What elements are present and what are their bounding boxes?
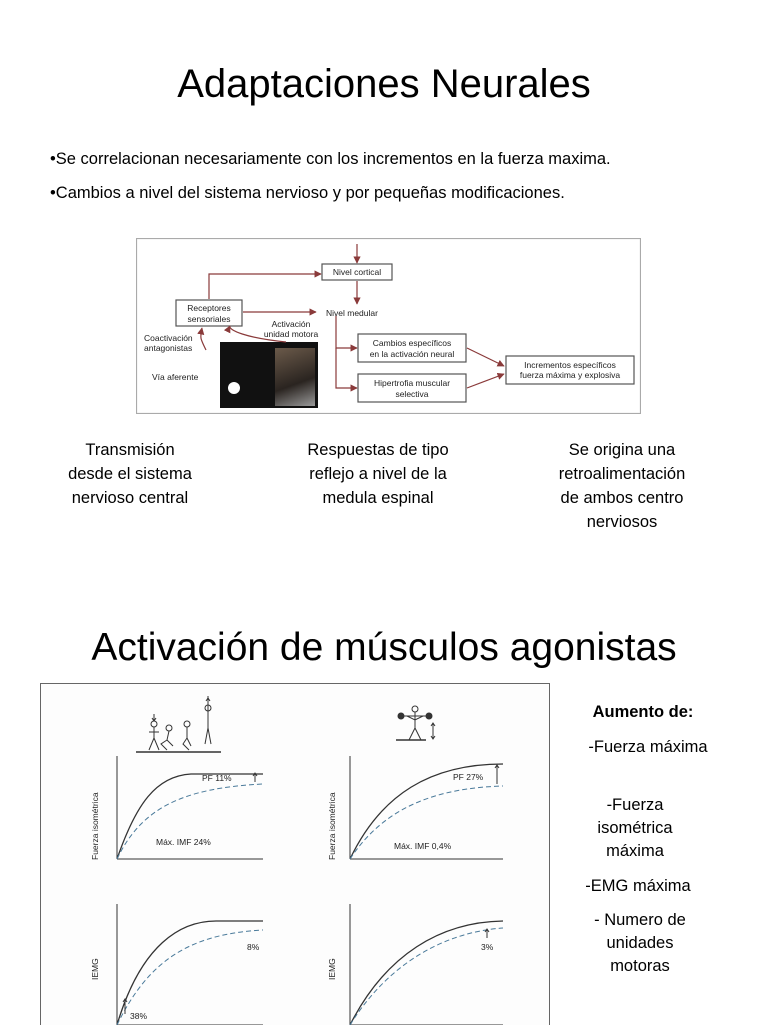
aumento-item-2-line-2: isométrica [597, 819, 673, 837]
aumento-item-2-line-3: máxima [606, 842, 664, 860]
caption-2-line-3: medula espinal [322, 489, 434, 507]
chart-bottom-right [350, 904, 503, 1025]
emg-figure-svg [41, 684, 549, 1025]
slide2-title: Activación de músculos agonistas [91, 626, 677, 669]
aumento-item-4-line-2: unidades [606, 934, 674, 952]
aumento-item-3-line-1: -EMG máxima [585, 877, 691, 895]
ylabel-bottom-right: IEMG [327, 958, 337, 980]
bullet-1: •Se correlacionan necesariamente con los incrementos en la fuerza maxima. [50, 150, 611, 168]
label-imf-right: Máx. IMF 0,4% [394, 841, 452, 851]
label-imf-left: Máx. IMF 24% [156, 837, 211, 847]
caption-2 [278, 438, 478, 510]
ylabel-top-left: Fuerza isométrica [90, 792, 100, 860]
aumento-heading: Aumento de: [592, 703, 694, 721]
label-cambios-1: Cambios específicos [372, 338, 452, 348]
caption-3-line-2: retroalimentación [558, 465, 686, 483]
caption-3-line-4: nerviosos [586, 513, 658, 531]
caption-3 [522, 438, 722, 534]
label-8pct: 8% [247, 942, 260, 952]
label-coactivacion-1: Coactivación [144, 333, 193, 343]
label-incrementos-2: fuerza máxima y explosiva [519, 370, 621, 380]
aumento-item-1-line-1: -Fuerza máxima [588, 738, 708, 756]
jumper-icon [136, 696, 221, 752]
caption-1-line-2: desde el sistema [68, 465, 192, 483]
aumento-item-4-line-3: motoras [610, 957, 670, 975]
caption-2-line-2: reflejo a nivel de la [309, 465, 447, 483]
caption-2-line-1: Respuestas de tipo [307, 441, 449, 459]
weightlifter-icon [396, 706, 435, 740]
bullet-2: •Cambios a nivel del sistema nervioso y por pequeñas modificaciones. [50, 184, 565, 202]
aumento-item-1 [568, 736, 728, 759]
slide1-title: Adaptaciones Neurales [177, 62, 591, 106]
caption-1 [40, 438, 220, 510]
label-cambios-2: en la activación neural [369, 349, 455, 359]
label-3pct: 3% [481, 942, 494, 952]
label-receptores-2: sensoriales [187, 314, 231, 324]
label-via-aferente: Vía aferente [152, 372, 199, 382]
aumento-item-2-line-1: -Fuerza [606, 796, 664, 814]
label-activacion-1: Activación [271, 319, 311, 329]
label-pf-right: PF 27% [453, 772, 484, 782]
label-receptores-1: Receptores [187, 303, 231, 313]
caption-1-line-3: nervioso central [71, 489, 189, 507]
caption-3-line-1: Se origina una [568, 441, 676, 459]
label-pf-left: PF 11% [202, 773, 232, 783]
ylabel-top-right: Fuerza isométrica [327, 792, 337, 860]
aumento-item-4 [580, 909, 700, 978]
label-nivel-cortical: Nivel cortical [332, 267, 382, 277]
label-hipertrofia-2: selectiva [395, 389, 429, 399]
chart-bottom-left [117, 904, 263, 1025]
caption-3-line-3: de ambos centro [560, 489, 684, 507]
label-nivel-medular: Nivel medular [326, 308, 378, 318]
neural-diagram [136, 238, 641, 414]
label-hipertrofia-1: Hipertrofia muscular [373, 378, 451, 388]
label-38pct: 38% [130, 1011, 148, 1021]
emg-figure [40, 683, 550, 1025]
aumento-item-2 [585, 794, 685, 863]
label-activacion-2: unidad motora [263, 329, 319, 339]
ylabel-bottom-left: IEMG [90, 958, 100, 980]
caption-1-line-1: Transmisión [85, 441, 175, 459]
aumento-item-4-line-1: - Numero de [594, 911, 686, 929]
label-coactivacion-2: antagonistas [144, 343, 193, 353]
diagram-svg [136, 238, 641, 414]
aumento-item-3 [578, 875, 698, 898]
label-incrementos-1: Incrementos específicos [524, 360, 616, 370]
